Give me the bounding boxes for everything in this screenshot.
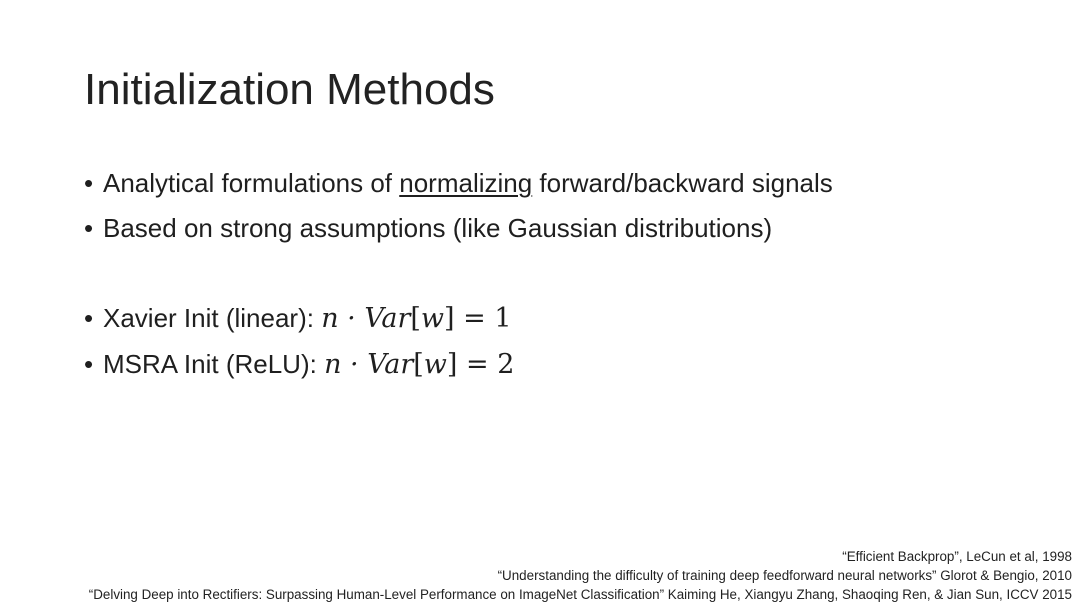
slide-title: Initialization Methods	[84, 65, 495, 114]
references	[89, 547, 1072, 604]
bullet-strong-assumptions	[84, 211, 772, 245]
bullet-text-post: forward/backward signals	[532, 168, 833, 198]
bullet-msra-init	[84, 347, 514, 382]
formula-lhs: n · Var	[324, 349, 414, 380]
reference-glorot-bengio: “Understanding the difficulty of training deep feedforward neural networks” Glorot & Bengio, 2010	[497, 568, 1072, 583]
formula-rhs: = 1	[454, 303, 512, 334]
formula-var: w	[423, 349, 447, 380]
bullet-text-underlined: normalizing	[399, 168, 533, 198]
formula-bracket-close: ]	[444, 303, 455, 334]
reference-lecun: “Efficient Backprop”, LeCun et al, 1998	[842, 549, 1072, 564]
bullet-text-pre: Analytical formulations of	[103, 168, 400, 198]
formula-bracket-open: [	[413, 349, 424, 380]
bullet-analytical-formulations	[84, 166, 833, 200]
reference-he-et-al: “Delving Deep into Rectifiers: Surpassing Human-Level Performance on ImageNet Classification” Kaiming He, Xiangyu Zhang, Shaoqing Ren, & Jian Sun, ICCV 2015	[88, 587, 1072, 602]
formula-rhs: = 2	[457, 349, 515, 380]
bullet-label: Xavier Init (linear):	[103, 303, 322, 333]
bullet-dot: •	[84, 349, 94, 379]
formula-bracket-close: ]	[446, 349, 458, 380]
msra-formula	[324, 349, 514, 380]
formula-var: w	[420, 303, 445, 334]
bullet-text: Based on strong assumptions (like Gaussian distributions)	[103, 213, 773, 243]
xavier-formula	[321, 303, 511, 334]
bullet-dot: •	[84, 303, 94, 333]
bullet-label: MSRA Init (ReLU):	[103, 349, 325, 379]
bullet-xavier-init	[84, 301, 512, 336]
formula-lhs: n · Var	[321, 303, 411, 334]
bullet-dot: •	[84, 168, 94, 198]
formula-bracket-open: [	[410, 303, 421, 334]
bullet-dot: •	[84, 213, 94, 243]
